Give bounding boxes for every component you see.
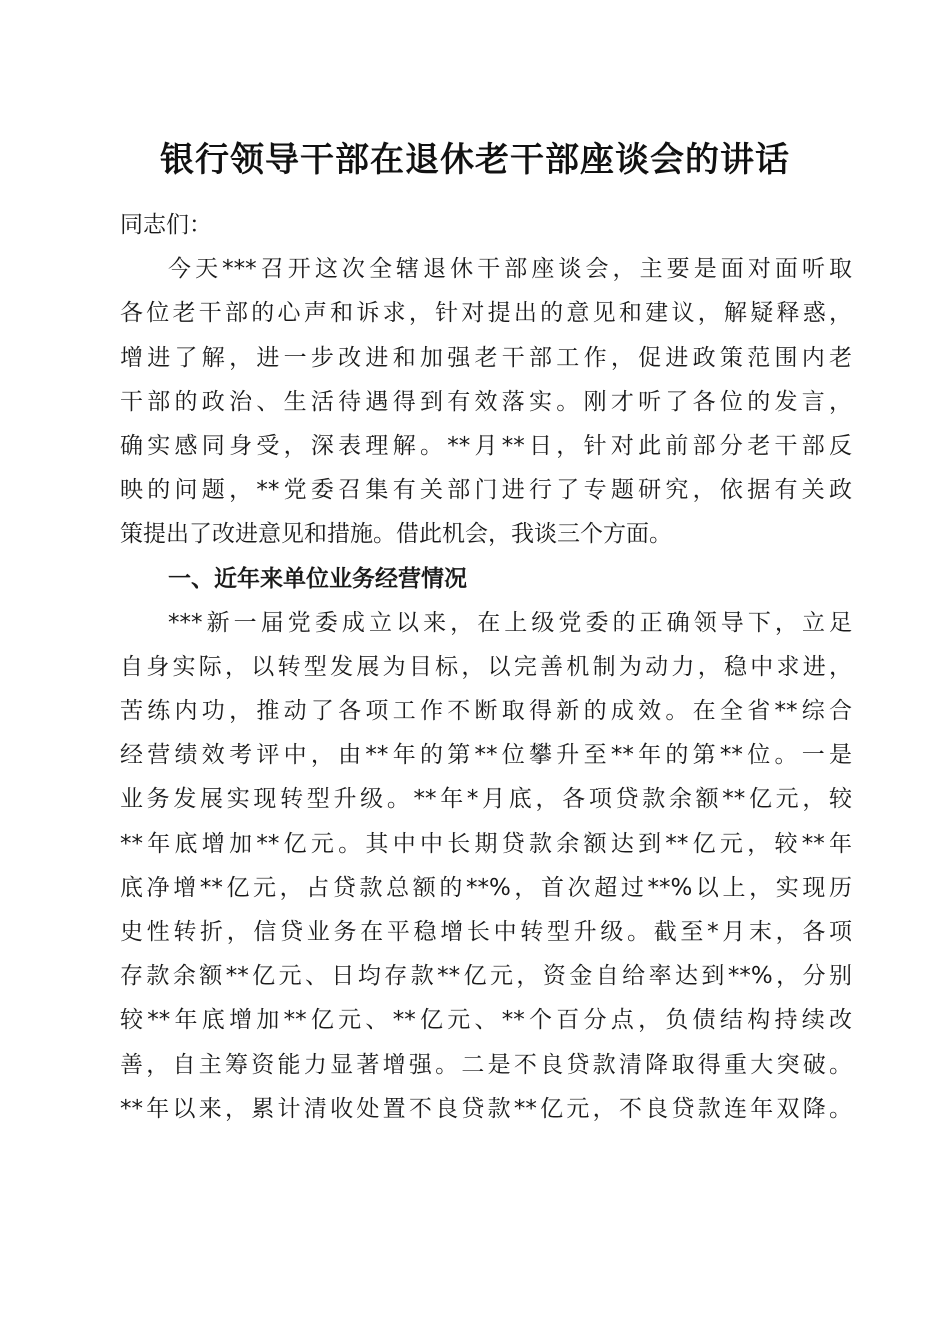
section-heading-text: 一、近年来单位业务经营情况 [168,565,467,592]
paragraph-line: 干部的政治、生活待遇得到有效落实。刚才听了各位的发言， [120,388,852,415]
paragraph-line: 苦练内功，推动了各项工作不断取得新的成效。在全省**综合 [120,698,852,725]
document-body [120,203,852,1131]
paragraph-line: 增进了解，进一步改进和加强老干部工作，促进政策范围内老 [120,344,852,371]
paragraph-line: 存款余额**亿元、日均存款**亿元，资金自给率达到**%，分别 [120,963,852,990]
paragraph-business [120,601,852,1131]
paragraph-line: 业务发展实现转型升级。**年*月底，各项贷款余额**亿元，较 [120,786,852,813]
paragraph-line: 策提出了改进意见和措施。借此机会，我谈三个方面。 [120,521,672,548]
paragraph-intro [120,247,852,556]
paragraph-line: 自身实际，以转型发展为目标，以完善机制为动力，稳中求进， [120,653,852,680]
paragraph-line: **年底增加**亿元。其中中长期贷款余额达到**亿元，较**年 [120,830,852,857]
section-heading [120,557,852,601]
paragraph-line: 底净增**亿元，占贷款总额的**%，首次超过**%以上，实现历 [120,874,852,901]
paragraph-line: 映的问题，**党委召集有关部门进行了专题研究，依据有关政 [120,477,852,504]
paragraph-line: 善，自主筹资能力显著增强。二是不良贷款清降取得重大突破。 [120,1051,852,1078]
paragraph-line: 今天***召开这次全辖退休干部座谈会，主要是面对面听取 [168,256,852,283]
paragraph-line: 史性转折，信贷业务在平稳增长中转型升级。截至*月末，各项 [120,919,852,945]
paragraph-line: 确实感同身受，深表理解。**月**日，针对此前部分老干部反 [120,432,852,459]
document-title: 银行领导干部在退休老干部座谈会的讲话 [160,140,790,180]
paragraph-line: ***新一届党委成立以来，在上级党委的正确领导下，立足 [168,609,852,636]
paragraph-line: **年以来，累计清收处置不良贷款**亿元，不良贷款连年双降。 [120,1095,852,1122]
salutation-text: 同志们： [120,212,212,238]
paragraph-line: 较**年底增加**亿元、**亿元、**个百分点，负债结构持续改 [120,1007,852,1034]
paragraph-line: 经营绩效考评中，由**年的第**位攀升至**年的第**位。一是 [120,742,852,769]
salutation [120,203,852,247]
paragraph-line: 各位老干部的心声和诉求，针对提出的意见和建议，解疑释惑， [120,300,852,327]
